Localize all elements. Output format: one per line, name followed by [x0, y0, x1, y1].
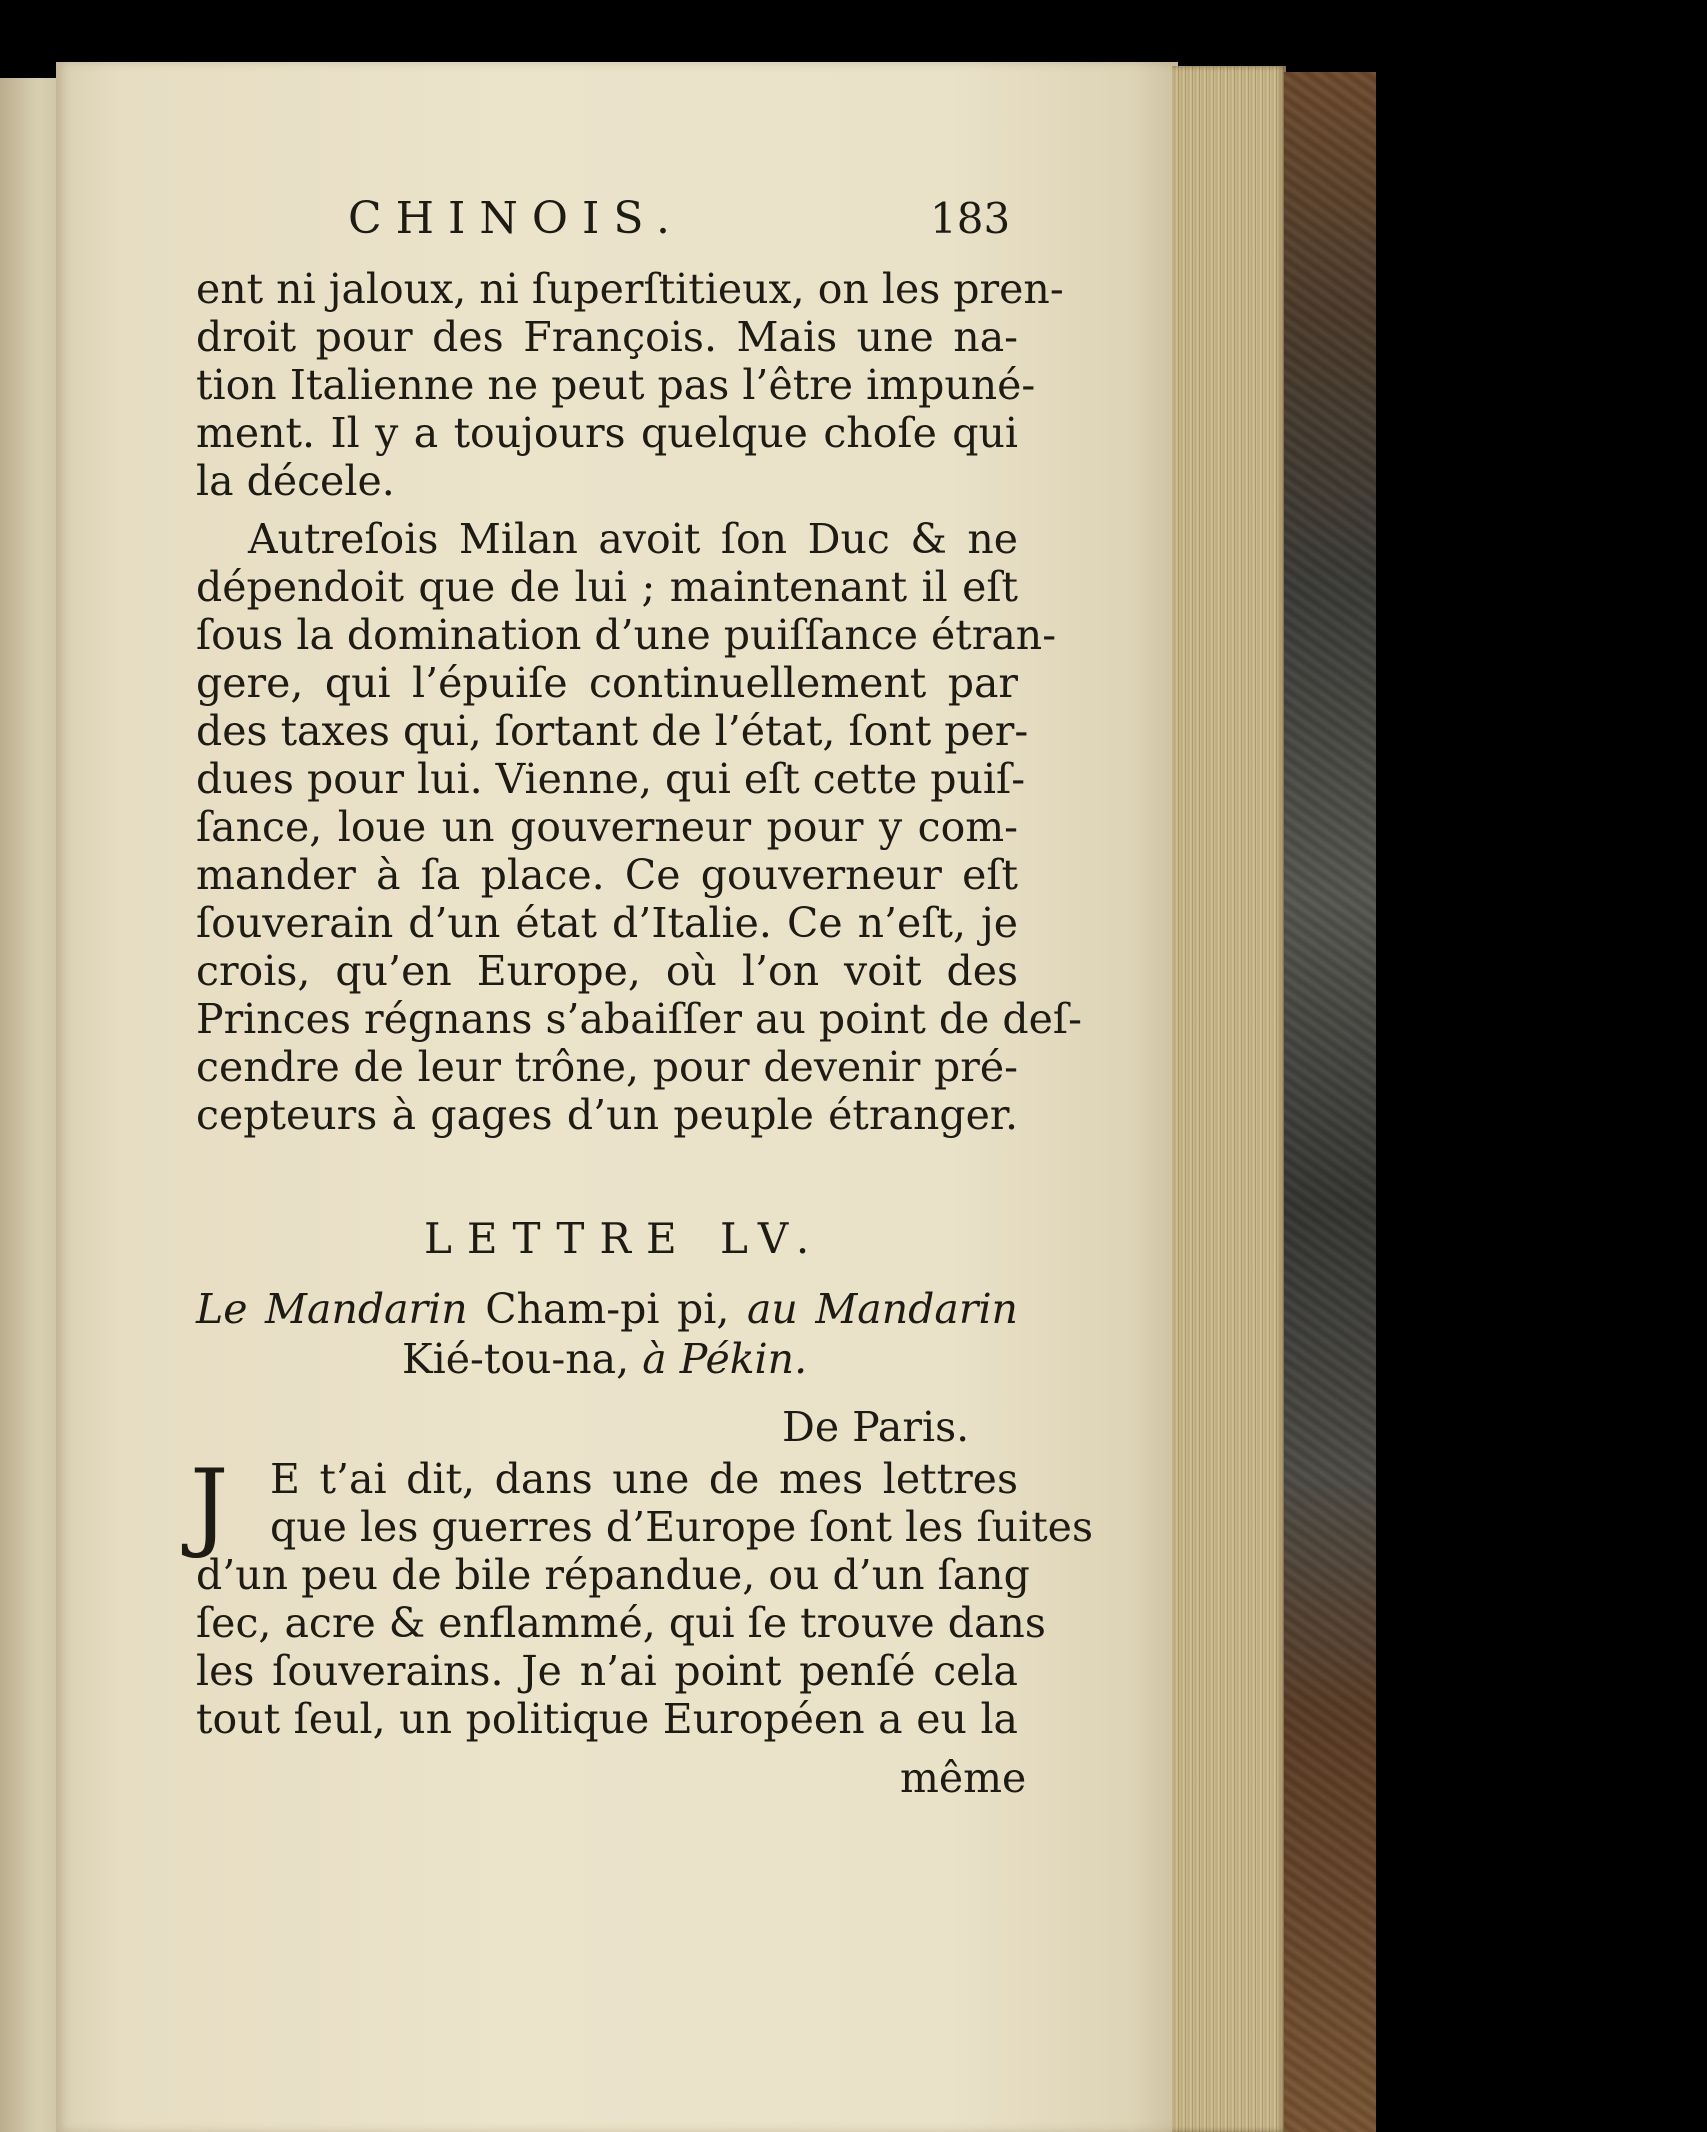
text-line: ſous la domination d’une puiſſance étran- [196, 611, 1057, 659]
drop-cap: J [190, 1449, 229, 1561]
catchword: même [900, 1754, 1027, 1802]
text-line: mander à ſa place. Ce gouverneur eſt [196, 851, 1018, 899]
text-line: tout ſeul, un politique Européen a eu la [196, 1695, 1018, 1743]
letter-heading: LETTRE LV. [424, 1214, 825, 1263]
text-line: que les guerres d’Europe ſont les ſuites [270, 1503, 1093, 1551]
text-line: les ſouverains. Je n’ai point penſé cela [196, 1647, 1018, 1695]
running-title: CHINOIS. [348, 193, 684, 244]
text-line: des taxes qui, ſortant de l’état, ſont per- [196, 707, 1029, 755]
previous-page-edge [0, 78, 62, 2132]
text-line: ſouverain d’un état d’Italie. Ce n’eſt, je [196, 899, 1018, 947]
text-line: ſec, acre & enflammé, qui ſe trouve dans [196, 1599, 1046, 1647]
text-line: droit pour des François. Mais une na- [196, 313, 1018, 361]
text-line: E t’ai dit, dans une de mes lettres [270, 1455, 1018, 1503]
salutation-sender-name: Cham-pi pi, [485, 1285, 730, 1333]
text-line: d’un peu de bile répandue, ou d’un ſang [196, 1551, 1030, 1599]
text-line: dues pour lui. Vienne, qui eſt cette puiſ- [196, 755, 1026, 803]
text-line: gere, qui l’épuiſe continuellement par [196, 659, 1018, 707]
text-line: Princes régnans s’abaiſſer au point de deſ- [196, 995, 1082, 1043]
text-line: cepteurs à gages d’un peuple étranger. [196, 1091, 1018, 1139]
salutation-italic: au Mandarin [746, 1285, 1018, 1333]
text-line: dépendoit que de lui ; maintenant il eſt [196, 563, 1018, 611]
page-number: 183 [930, 194, 1011, 243]
text-line: ment. Il y a toujours quelque choſe qui [196, 409, 1018, 457]
salutation-line [196, 1285, 1018, 1333]
salutation-italic: à Pékin. [642, 1335, 808, 1383]
salutation-line [402, 1335, 807, 1383]
text-line: Autreſois Milan avoit ſon Duc & ne [248, 515, 1018, 563]
salutation-recipient-name: Kié-tou-na, [402, 1335, 630, 1383]
text-line: tion Italienne ne peut pas l’être impuné- [196, 361, 1036, 409]
text-line: cendre de leur trône, pour devenir pré- [196, 1043, 1018, 1091]
text-line: ſance, loue un gouverneur pour y com- [196, 803, 1018, 851]
leather-binding [1284, 72, 1376, 2132]
text-line: crois, qu’en Europe, où l’on voit des [196, 947, 1018, 995]
text-line: ent ni jaloux, ni ſuperſtitieux, on les pren- [196, 265, 1064, 313]
text-line: la décele. [196, 457, 395, 505]
salutation-italic: Le Mandarin [196, 1285, 468, 1333]
dateline: De Paris. [782, 1403, 970, 1451]
page-fore-edge [1172, 66, 1286, 2132]
